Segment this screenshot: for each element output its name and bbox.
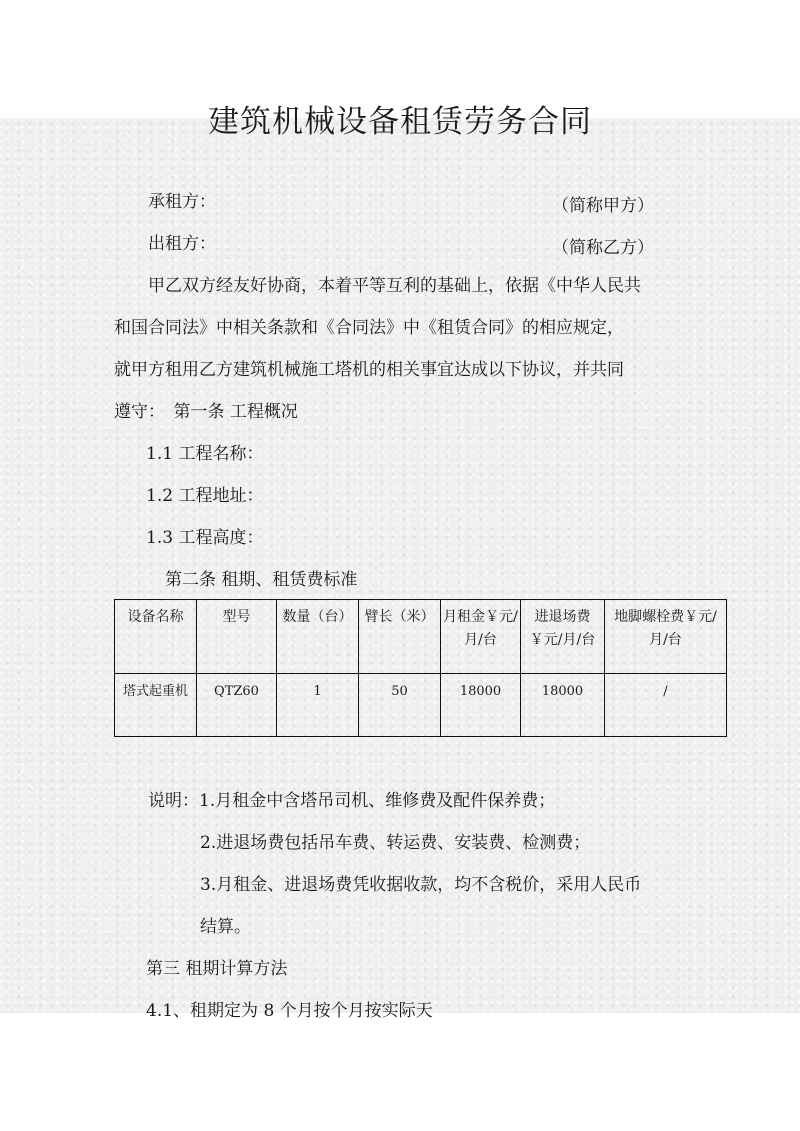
header-cell: 臂长（米） [359, 600, 441, 674]
table-cell: / [605, 673, 727, 736]
lessee-note: （简称甲方） [552, 196, 654, 216]
project-address: 1.2 工程地址： [146, 486, 264, 506]
note-1: 说明：1.月租金中含塔吊司机、维修费及配件保养费； [148, 791, 556, 811]
table-header-row [115, 600, 727, 674]
table-cell: 塔式起重机 [115, 673, 197, 736]
clause-4-1: 4.1、租期定为 8 个月按个月按实际天 [146, 1001, 433, 1021]
header-cell: 地脚螺栓费￥元/月/台 [605, 600, 727, 674]
note-3-continued: 结算。 [200, 917, 251, 937]
table-cell: 18000 [521, 673, 605, 736]
lessor-note: （简称乙方） [552, 238, 654, 258]
table-row [115, 673, 727, 736]
section-3-title: 第三 租期计算方法 [146, 959, 288, 979]
table-cell: 18000 [441, 673, 521, 736]
document-title: 建筑机械设备租赁劳务合同 [208, 104, 592, 140]
project-height: 1.3 工程高度： [146, 528, 264, 548]
note-2: 2.进退场费包括吊车费、转运费、安装费、检测费； [200, 833, 591, 853]
header-cell: 设备名称 [115, 600, 197, 674]
lessor-label: 出租方： [148, 234, 216, 254]
preamble-line-4: 遵守： 第一条 工程概况 [114, 402, 298, 422]
table-cell: 50 [359, 673, 441, 736]
header-cell: 进退场费￥元/月/台 [521, 600, 605, 674]
preamble-line-2: 和国合同法》中相关条款和《合同法》中《租赁合同》的相应规定， [114, 318, 624, 338]
preamble-line-3: 就甲方租用乙方建筑机械施工塔机的相关事宜达成以下协议，并共同 [114, 360, 624, 380]
header-cell: 月租金￥元/月/台 [441, 600, 521, 674]
header-cell: 型号 [197, 600, 277, 674]
rental-fee-table [114, 599, 727, 737]
table-cell: QTZ60 [197, 673, 277, 736]
header-cell: 数量（台） [277, 600, 359, 674]
preamble-line-1: 甲乙双方经友好协商，本着平等互利的基础上，依据《中华人民共 [148, 276, 641, 296]
table-cell: 1 [277, 673, 359, 736]
section-2-title: 第二条 租期、租赁费标准 [165, 570, 358, 590]
lessee-label: 承租方： [148, 192, 216, 212]
note-3: 3.月租金、进退场费凭收据收款，均不含税价，采用人民币 [200, 875, 642, 895]
project-name: 1.1 工程名称： [146, 444, 264, 464]
